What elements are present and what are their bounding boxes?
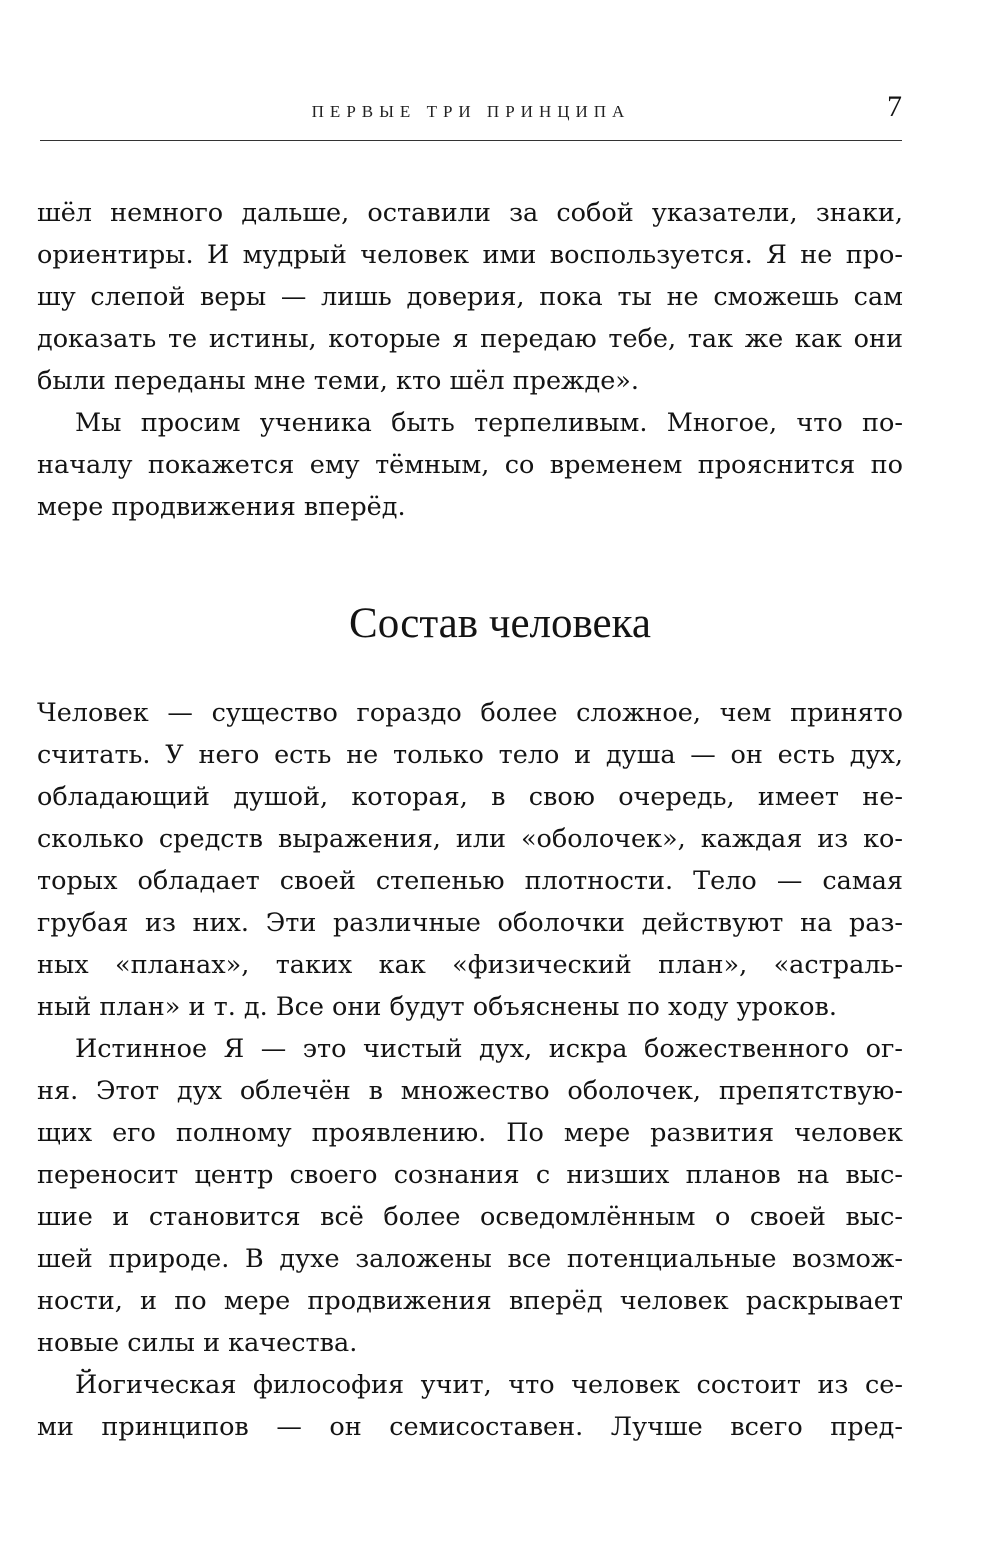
section-heading: Состав человека	[349, 600, 651, 647]
text-line: Йогическая философия учит, что человек состоит из се-	[75, 1370, 903, 1400]
text-line: ориентиры. И мудрый человек ими воспользуется. Я не про-	[37, 240, 903, 270]
text-line: ня. Этот дух облечён в множество оболочек, препятствую-	[37, 1076, 903, 1106]
text-line: ных «планах», таких как «физический план», «астраль-	[37, 950, 903, 980]
text-line: Человек — существо гораздо более сложное, чем принято	[37, 698, 903, 728]
text-line: Мы просим ученика быть терпеливым. Многое, что по-	[75, 408, 903, 438]
running-header	[40, 90, 902, 134]
header-rule	[40, 140, 902, 141]
text-line: сколько средств выражения, или «оболочек», каждая из ко-	[37, 824, 903, 854]
continued-text-block	[37, 192, 903, 528]
text-line: новые силы и качества.	[37, 1328, 358, 1358]
text-line: грубая из них. Эти различные оболочки действуют на раз-	[37, 908, 903, 938]
text-line: торых обладает своей степенью плотности. Тело — самая	[37, 866, 903, 896]
text-line: щих его полному проявлению. По мере развития человек	[37, 1118, 903, 1148]
text-line: шёл немного дальше, оставили за собой указатели, знаки,	[37, 198, 903, 228]
text-line: переносит центр своего сознания с низших планов на выс-	[37, 1160, 903, 1190]
text-line: шу слепой веры — лишь доверия, пока ты не сможешь сам	[37, 282, 903, 312]
text-line: мере продвижения вперёд.	[37, 492, 406, 522]
section-text-block	[37, 692, 903, 1448]
text-line: шие и становится всё более осведомлённым о своей выс-	[37, 1202, 903, 1232]
text-line: доказать те истины, которые я передаю тебе, так же как они	[37, 324, 903, 354]
text-line: были переданы мне теми, кто шёл прежде».	[37, 366, 639, 396]
text-line: Истинное Я — это чистый дух, искра божественного ог-	[75, 1034, 903, 1064]
text-line: обладающий душой, которая, в свою очередь, имеет не-	[37, 782, 903, 812]
running-title: ПЕРВЫЕ ТРИ ПРИНЦИПА	[311, 102, 631, 121]
text-line: считать. У него есть не только тело и душа — он есть дух,	[37, 740, 903, 770]
text-line: ми принципов — он семисоставен. Лучше всего пред-	[37, 1412, 903, 1442]
page-number: 7	[887, 90, 902, 123]
text-line: шей природе. В духе заложены все потенциальные возмож-	[37, 1244, 903, 1274]
text-line: ности, и по мере продвижения вперёд человек раскрывает	[37, 1286, 903, 1316]
text-line: началу покажется ему тёмным, со временем прояснится по	[37, 450, 903, 480]
text-line: ный план» и т. д. Все они будут объяснены по ходу уроков.	[37, 992, 837, 1022]
